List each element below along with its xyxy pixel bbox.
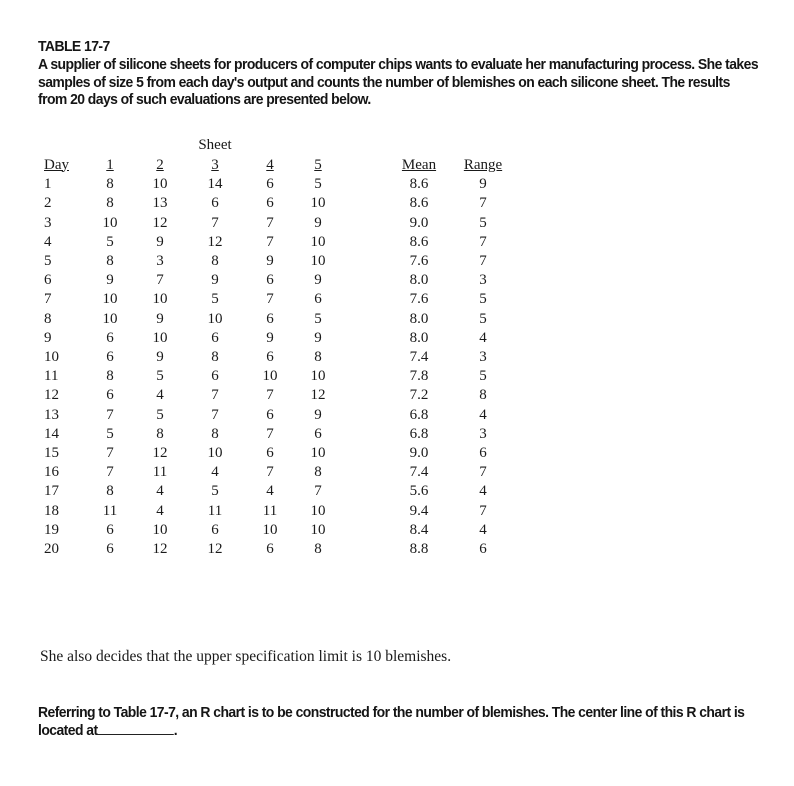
spacer-cell <box>342 252 388 271</box>
cell-sheet-2: 10 <box>152 521 168 538</box>
cell-sheet-5: 9 <box>314 214 322 231</box>
cell-sheet-2: 9 <box>156 349 164 366</box>
cell-sheet-1: 10 <box>102 310 118 327</box>
header-sheet-3: 3 <box>211 156 219 173</box>
cell-sheet-4: 7 <box>266 387 274 404</box>
cell-day: 7 <box>44 291 52 308</box>
cell-sheet-5: 10 <box>310 195 326 212</box>
question-end-punctuation: . <box>173 721 178 739</box>
cell-sheet-4: 10 <box>262 368 278 385</box>
cell-sheet-1: 7 <box>106 464 114 481</box>
cell-sheet-5: 6 <box>314 425 322 442</box>
cell-sheet-4: 7 <box>266 291 274 308</box>
cell-range: 7 <box>479 233 487 250</box>
spacer-cell <box>342 482 388 501</box>
cell-sheet-1: 6 <box>106 387 114 404</box>
cell-day: 16 <box>44 464 59 481</box>
column-header-row <box>40 155 516 175</box>
cell-sheet-4: 6 <box>266 541 274 558</box>
cell-range: 7 <box>479 253 487 270</box>
spacer-cell <box>342 329 388 348</box>
cell-mean: 7.6 <box>409 253 429 270</box>
cell-sheet-4: 9 <box>266 329 274 346</box>
cell-range: 3 <box>479 349 487 366</box>
question-text <box>38 704 763 739</box>
cell-sheet-1: 11 <box>102 502 118 519</box>
cell-sheet-3: 7 <box>211 387 219 404</box>
cell-day: 6 <box>44 272 52 289</box>
table-row <box>40 329 516 348</box>
cell-day: 19 <box>44 521 59 538</box>
cell-sheet-1: 9 <box>106 272 114 289</box>
cell-sheet-2: 10 <box>152 329 168 346</box>
cell-sheet-1: 6 <box>106 349 114 366</box>
table-body <box>40 136 516 559</box>
cell-sheet-1: 5 <box>106 425 114 442</box>
cell-sheet-4: 6 <box>266 176 274 193</box>
cell-sheet-1: 8 <box>106 195 114 212</box>
cell-range: 3 <box>479 425 487 442</box>
cell-sheet-4: 9 <box>266 253 274 270</box>
cell-sheet-5: 9 <box>314 272 322 289</box>
cell-mean: 9.0 <box>409 214 429 231</box>
cell-sheet-2: 4 <box>156 387 164 404</box>
cell-sheet-1: 7 <box>106 406 114 423</box>
cell-sheet-2: 7 <box>156 272 164 289</box>
cell-sheet-5: 10 <box>310 502 326 519</box>
cell-sheet-5: 8 <box>314 464 322 481</box>
cell-day: 4 <box>44 233 52 250</box>
table-title: TABLE 17-7 <box>38 38 110 55</box>
cell-range: 8 <box>479 387 487 404</box>
cell-range: 4 <box>479 406 487 423</box>
cell-range: 4 <box>479 483 487 500</box>
cell-mean: 8.0 <box>409 310 429 327</box>
spacer-cell <box>342 386 388 405</box>
cell-range: 5 <box>479 310 487 327</box>
table-row <box>40 290 516 309</box>
cell-sheet-5: 10 <box>310 445 326 462</box>
cell-sheet-3: 10 <box>207 445 223 462</box>
spacer-cell <box>342 310 388 329</box>
cell-sheet-3: 6 <box>211 195 219 212</box>
cell-range: 6 <box>479 541 487 558</box>
cell-sheet-4: 7 <box>266 233 274 250</box>
spacer-cell <box>294 136 342 155</box>
cell-range: 5 <box>479 368 487 385</box>
cell-day: 9 <box>44 329 52 346</box>
header-sheet-1: 1 <box>106 156 114 173</box>
table-row <box>40 444 516 463</box>
sheet-header: Sheet <box>198 137 232 153</box>
cell-mean: 8.0 <box>409 329 429 346</box>
cell-mean: 9.4 <box>409 502 429 519</box>
cell-sheet-4: 4 <box>266 483 274 500</box>
header-sheet-2: 2 <box>156 156 164 173</box>
cell-day: 18 <box>44 502 59 519</box>
cell-sheet-2: 11 <box>152 464 168 481</box>
cell-sheet-3: 6 <box>211 521 219 538</box>
cell-range: 4 <box>479 329 487 346</box>
cell-sheet-2: 8 <box>156 425 164 442</box>
table-row <box>40 502 516 521</box>
cell-sheet-3: 12 <box>207 541 223 558</box>
cell-day: 10 <box>44 349 59 366</box>
table-row <box>40 271 516 290</box>
cell-sheet-5: 10 <box>310 253 326 270</box>
cell-day: 2 <box>44 195 52 212</box>
cell-mean: 7.4 <box>409 464 429 481</box>
cell-sheet-5: 7 <box>314 483 322 500</box>
spacer-cell <box>342 444 388 463</box>
table-row <box>40 367 516 386</box>
cell-sheet-4: 6 <box>266 349 274 366</box>
cell-sheet-5: 8 <box>314 349 322 366</box>
cell-day: 3 <box>44 214 52 231</box>
cell-sheet-1: 10 <box>102 291 118 308</box>
table-row <box>40 425 516 444</box>
spacer-cell <box>342 194 388 213</box>
blemish-data-table <box>40 136 516 559</box>
cell-sheet-3: 5 <box>211 483 219 500</box>
cell-sheet-3: 9 <box>211 272 219 289</box>
cell-sheet-1: 10 <box>102 214 118 231</box>
cell-sheet-2: 5 <box>156 406 164 423</box>
cell-day: 17 <box>44 483 59 500</box>
cell-sheet-4: 6 <box>266 272 274 289</box>
cell-sheet-4: 7 <box>266 214 274 231</box>
table-row <box>40 175 516 194</box>
cell-mean: 8.6 <box>409 233 429 250</box>
cell-sheet-4: 10 <box>262 521 278 538</box>
cell-sheet-4: 7 <box>266 464 274 481</box>
cell-sheet-5: 5 <box>314 310 322 327</box>
cell-range: 4 <box>479 521 487 538</box>
cell-sheet-3: 7 <box>211 214 219 231</box>
cell-sheet-3: 14 <box>207 176 223 193</box>
answer-blank <box>98 722 174 735</box>
cell-sheet-1: 6 <box>106 541 114 558</box>
usl-note: She also decides that the upper specification limit is 10 blemishes. <box>40 648 452 665</box>
spacer-cell <box>342 233 388 252</box>
cell-mean: 7.6 <box>409 291 429 308</box>
cell-sheet-2: 3 <box>156 253 164 270</box>
spacer-cell <box>342 425 388 444</box>
cell-sheet-5: 10 <box>310 521 326 538</box>
cell-sheet-1: 6 <box>106 329 114 346</box>
spacer-cell <box>136 136 184 155</box>
cell-sheet-1: 8 <box>106 368 114 385</box>
cell-sheet-3: 4 <box>211 464 219 481</box>
cell-range: 7 <box>479 464 487 481</box>
cell-mean: 7.2 <box>409 387 429 404</box>
cell-mean: 8.4 <box>409 521 429 538</box>
cell-sheet-3: 8 <box>211 425 219 442</box>
cell-range: 5 <box>479 214 487 231</box>
cell-sheet-2: 10 <box>152 176 168 193</box>
header-sheet-5: 5 <box>314 156 322 173</box>
cell-day: 8 <box>44 310 52 327</box>
cell-sheet-2: 10 <box>152 291 168 308</box>
spacer-cell <box>246 136 294 155</box>
spacer-cell <box>342 155 388 175</box>
spacer-cell <box>450 136 516 155</box>
spacer-cell <box>342 540 388 559</box>
cell-mean: 6.8 <box>409 406 429 423</box>
cell-sheet-4: 6 <box>266 310 274 327</box>
cell-sheet-5: 9 <box>314 329 322 346</box>
table-row <box>40 194 516 213</box>
sheet-header-row <box>40 136 516 155</box>
spacer-cell <box>342 214 388 233</box>
cell-sheet-4: 6 <box>266 406 274 423</box>
cell-sheet-2: 9 <box>156 310 164 327</box>
cell-sheet-3: 10 <box>207 310 223 327</box>
table-row <box>40 252 516 271</box>
cell-range: 7 <box>479 502 487 519</box>
cell-range: 6 <box>479 445 487 462</box>
cell-day: 20 <box>44 541 59 558</box>
spacer-cell <box>342 290 388 309</box>
cell-sheet-2: 12 <box>152 541 168 558</box>
cell-mean: 7.4 <box>409 349 429 366</box>
table-row <box>40 348 516 367</box>
cell-sheet-4: 11 <box>262 502 278 519</box>
cell-sheet-4: 6 <box>266 445 274 462</box>
spacer-cell <box>342 348 388 367</box>
cell-sheet-4: 7 <box>266 425 274 442</box>
question-prompt: Referring to Table 17-7, an R chart is to be constructed for the number of blemishes. The center line of this R chart is located at <box>38 704 745 739</box>
spacer-cell <box>342 271 388 290</box>
cell-sheet-5: 5 <box>314 176 322 193</box>
intro-paragraph: A supplier of silicone sheets for producers of computer chips wants to evaluate her manufacturing process. She takes samples of size 5 from each day's output and counts the number of blemishes on each silicone sheet. The results from 20 days of such evaluations are presented below. <box>38 56 759 108</box>
spacer-cell <box>342 406 388 425</box>
header-mean: Mean <box>401 156 437 173</box>
cell-mean: 5.6 <box>409 483 429 500</box>
cell-sheet-2: 4 <box>156 502 164 519</box>
cell-sheet-5: 12 <box>310 387 326 404</box>
cell-sheet-3: 5 <box>211 291 219 308</box>
cell-sheet-2: 9 <box>156 233 164 250</box>
cell-day: 13 <box>44 406 59 423</box>
cell-sheet-5: 9 <box>314 406 322 423</box>
table-row <box>40 310 516 329</box>
cell-day: 11 <box>44 368 59 385</box>
cell-sheet-2: 13 <box>152 195 168 212</box>
cell-day: 5 <box>44 253 52 270</box>
header-day: Day <box>44 156 69 173</box>
cell-mean: 6.8 <box>409 425 429 442</box>
cell-range: 7 <box>479 195 487 212</box>
cell-sheet-4: 6 <box>266 195 274 212</box>
cell-sheet-1: 8 <box>106 253 114 270</box>
cell-day: 1 <box>44 176 52 193</box>
cell-range: 9 <box>479 176 487 193</box>
table-row <box>40 214 516 233</box>
cell-day: 15 <box>44 445 59 462</box>
table-row <box>40 521 516 540</box>
cell-day: 14 <box>44 425 59 442</box>
cell-day: 12 <box>44 387 59 404</box>
cell-sheet-3: 6 <box>211 329 219 346</box>
spacer-cell <box>342 367 388 386</box>
cell-range: 3 <box>479 272 487 289</box>
cell-sheet-3: 12 <box>207 233 223 250</box>
spacer-cell <box>40 136 84 155</box>
cell-mean: 8.6 <box>409 195 429 212</box>
cell-mean: 9.0 <box>409 445 429 462</box>
table-row <box>40 463 516 482</box>
spacer-cell <box>342 521 388 540</box>
table-row <box>40 482 516 501</box>
table-row <box>40 406 516 425</box>
cell-sheet-2: 5 <box>156 368 164 385</box>
cell-sheet-2: 4 <box>156 483 164 500</box>
cell-mean: 8.0 <box>409 272 429 289</box>
spacer-cell <box>84 136 136 155</box>
cell-sheet-2: 12 <box>152 214 168 231</box>
cell-sheet-3: 8 <box>211 253 219 270</box>
cell-sheet-3: 8 <box>211 349 219 366</box>
spacer-cell <box>342 136 388 155</box>
cell-sheet-3: 11 <box>207 502 223 519</box>
cell-mean: 8.8 <box>409 541 429 558</box>
table-row <box>40 233 516 252</box>
table-row <box>40 540 516 559</box>
table-row <box>40 386 516 405</box>
header-range: Range <box>463 156 503 173</box>
header-sheet-4: 4 <box>266 156 274 173</box>
cell-sheet-1: 6 <box>106 521 114 538</box>
cell-sheet-1: 7 <box>106 445 114 462</box>
cell-mean: 8.6 <box>409 176 429 193</box>
cell-sheet-5: 10 <box>310 233 326 250</box>
spacer-cell <box>342 463 388 482</box>
cell-sheet-1: 8 <box>106 483 114 500</box>
spacer-cell <box>342 502 388 521</box>
cell-range: 5 <box>479 291 487 308</box>
cell-sheet-1: 5 <box>106 233 114 250</box>
cell-sheet-5: 8 <box>314 541 322 558</box>
cell-sheet-5: 6 <box>314 291 322 308</box>
cell-sheet-1: 8 <box>106 176 114 193</box>
spacer-cell <box>342 175 388 194</box>
spacer-cell <box>388 136 450 155</box>
cell-sheet-3: 7 <box>211 406 219 423</box>
cell-sheet-5: 10 <box>310 368 326 385</box>
cell-mean: 7.8 <box>409 368 429 385</box>
cell-sheet-2: 12 <box>152 445 168 462</box>
cell-sheet-3: 6 <box>211 368 219 385</box>
